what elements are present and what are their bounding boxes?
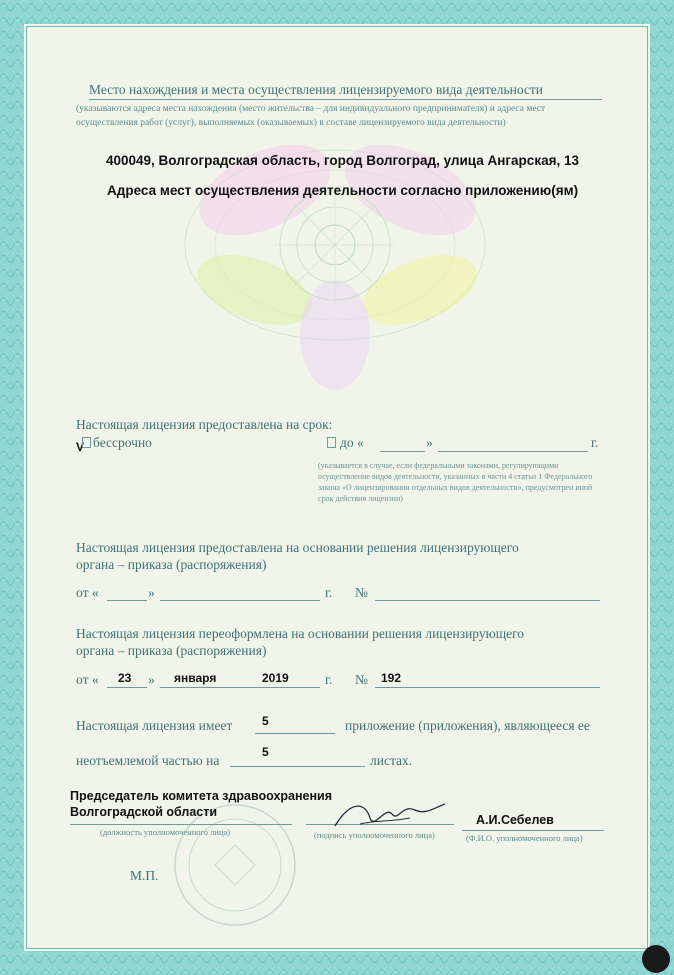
- handwritten-signature: [330, 796, 450, 836]
- basis-year-suffix: г.: [325, 585, 333, 600]
- reissue-year-suffix: г.: [325, 672, 333, 687]
- reissue-number-label: №: [355, 672, 368, 687]
- reissue-from-prefix: от «: [76, 672, 99, 687]
- term-mark: V: [76, 440, 85, 454]
- appendix-has-prefix: Настоящая лицензия имеет: [76, 718, 233, 733]
- appendix-sheets-line: [230, 766, 365, 767]
- term-until-mid: »: [426, 435, 433, 450]
- basis-from-prefix: от «: [76, 585, 99, 600]
- name-line: [462, 830, 604, 831]
- header-note-line2: осуществления работ (услуг), выполняемых (оказываемых) в составе лицензируемого вида деятельности): [76, 118, 506, 128]
- reissue-day-line: [107, 687, 147, 688]
- caption-signature: (подпись уполномоченного лица): [314, 830, 435, 840]
- term-unlimited-label: бессрочно: [93, 435, 152, 450]
- stamp-place-label: М.П.: [130, 868, 159, 883]
- header-title: Место нахождения и места осуществления лицензируемого вида деятельности: [89, 82, 544, 97]
- signature-position-line1: Председатель комитета здравоохранения: [70, 789, 333, 803]
- term-unlimited-checkbox: [82, 437, 91, 448]
- address-main: 400049, Волгоградская область, город Волгоград, улица Ангарская, 13: [106, 153, 579, 168]
- header-note-line1: (указываются адреса места нахождения (место жительства – для индивидуального предпринимателя) и адреса мест: [76, 104, 546, 114]
- header-underline: [89, 99, 602, 100]
- basis-number-label: №: [355, 585, 368, 600]
- basis-from-mid: »: [148, 585, 155, 600]
- term-label: Настоящая лицензия предоставлена на срок:: [76, 417, 333, 432]
- binding-hole: [642, 945, 670, 973]
- reissue-day: 23: [118, 671, 132, 685]
- reissue-line1: Настоящая лицензия переоформлена на основании решения лицензирующего: [76, 626, 525, 641]
- appendix-count: 5: [262, 714, 269, 728]
- caption-name: (Ф.И.О. уполномоченного лица): [466, 833, 583, 843]
- term-until-prefix: до «: [340, 435, 364, 450]
- appendix-sheets: 5: [262, 745, 269, 759]
- term-until-checkbox: [327, 437, 336, 448]
- position-line: [70, 824, 292, 825]
- basis-number-line: [375, 600, 600, 601]
- caption-position: (должность уполномоченного лица): [100, 827, 231, 837]
- address-places: Адреса мест осуществления деятельности согласно приложению(ям): [107, 183, 579, 198]
- reissue-line2: органа – приказа (распоряжения): [76, 643, 267, 658]
- reissue-number: 192: [381, 671, 402, 685]
- basis-day-line: [107, 600, 147, 601]
- term-until-date-line: [438, 451, 588, 452]
- basis-line2: органа – приказа (распоряжения): [76, 557, 267, 572]
- guilloche-rosette: [155, 95, 515, 395]
- reissue-month: января: [174, 671, 217, 685]
- term-note: (указывается в случае, если федеральными законами, регулирующими осуществление видов деятельности, указанных в части 4 статьи 1 Федерального закона «О лицензировании отдельных видов деятельности», предусмотрен иной срок действия лицензии): [318, 461, 593, 503]
- basis-month-line: [160, 600, 320, 601]
- term-until-day-line: [380, 451, 425, 452]
- appendix-has-suffix: приложение (приложения), являющееся ее: [345, 718, 590, 733]
- signature-position-line2: Волгоградской области: [70, 805, 218, 819]
- appendix-count-line: [255, 733, 335, 734]
- appendix-sheets-prefix: неотъемлемой частью на: [76, 753, 220, 768]
- reissue-number-line: [375, 687, 600, 688]
- reissue-from-mid: »: [148, 672, 155, 687]
- term-year-suffix: г.: [591, 435, 599, 450]
- reissue-year: 2019: [262, 671, 289, 685]
- reissue-month-line: [160, 687, 320, 688]
- appendix-sheets-suffix: листах.: [370, 753, 413, 768]
- basis-line1: Настоящая лицензия предоставлена на основании решения лицензирующего: [76, 540, 519, 555]
- signature-name: А.И.Себелев: [476, 813, 554, 827]
